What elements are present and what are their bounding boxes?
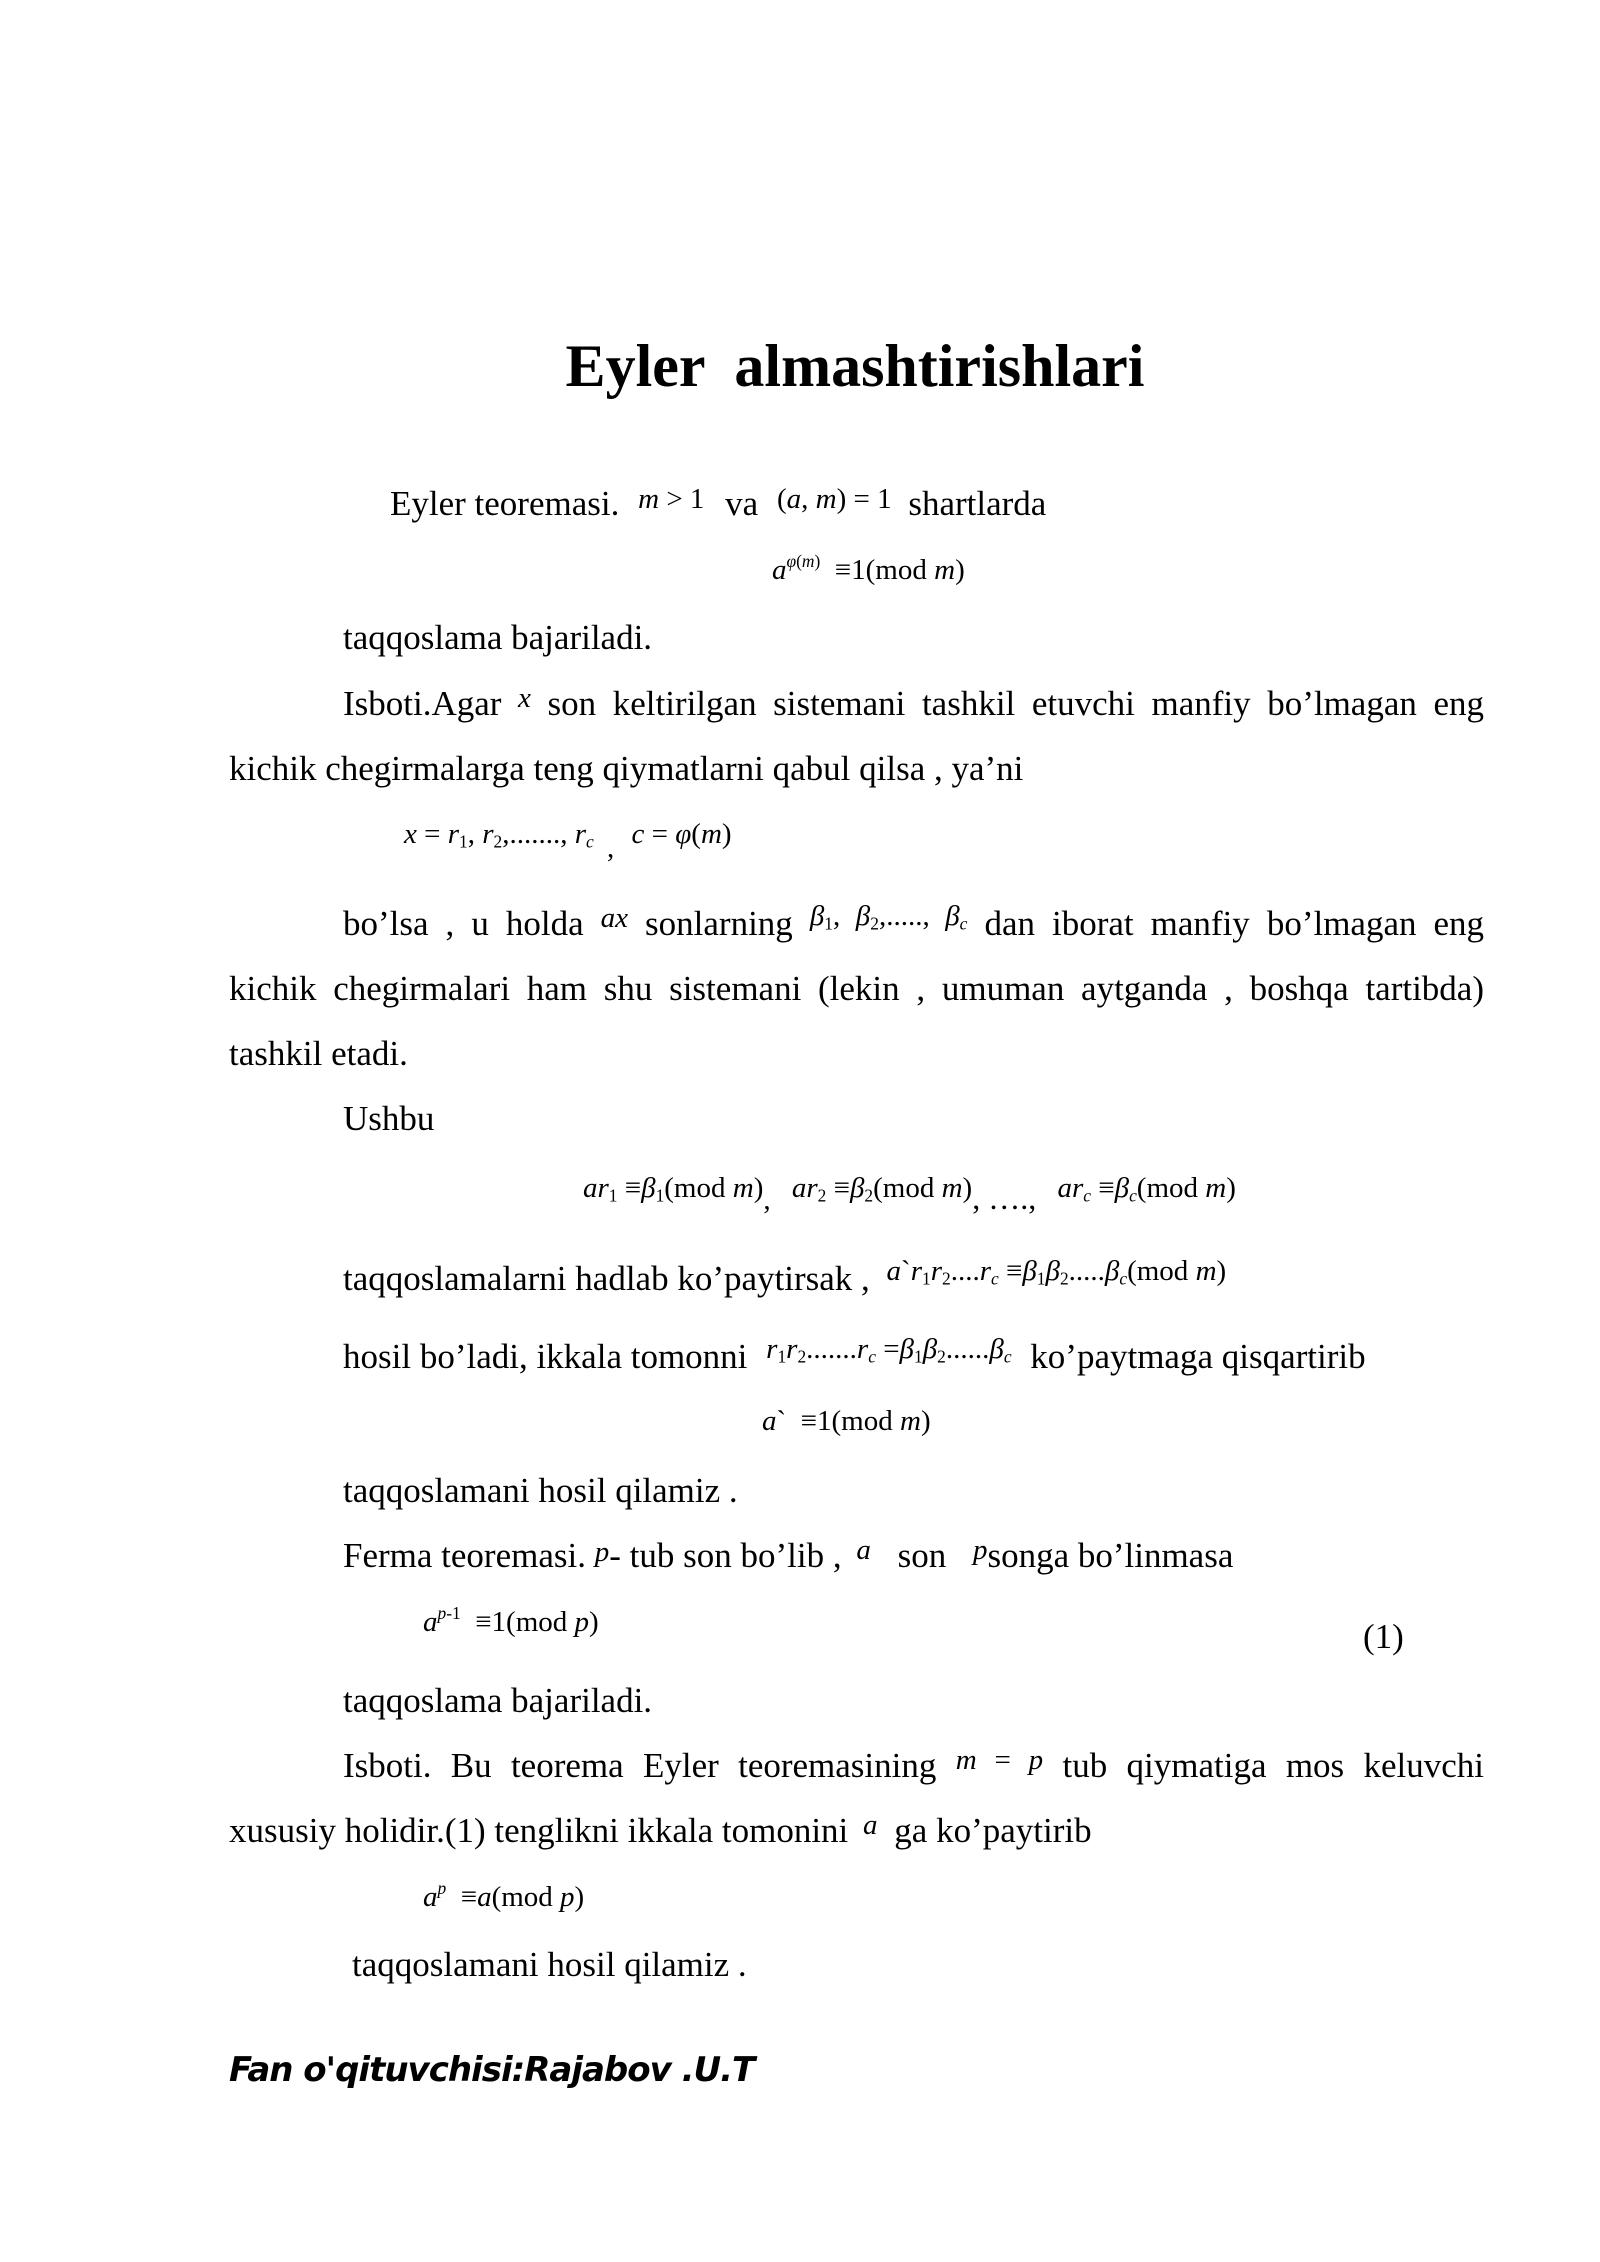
xususiy-text: xususiy holidir.(1) tenglikni ikkala tomonini	[229, 1811, 849, 1850]
x-values-formula: $x = r_1$, $r_2$,......., $r_c$ , c = φ(m)	[404, 818, 732, 864]
fermat-label: Ferma teoremasi.	[343, 1536, 586, 1575]
product-congruence: a`r1r2....rc ≡β1β2.....βc(mod m)	[886, 1255, 1227, 1289]
m-eq-p: m = p	[955, 1744, 1044, 1776]
hosil-line	[343, 1333, 1366, 1376]
ax-symbol: ax	[600, 902, 629, 934]
sonlarning-text: sonlarning	[645, 904, 793, 943]
dots-separator: , ….,	[972, 1180, 1037, 1216]
product-line	[343, 1255, 1227, 1298]
paragraph-line: taqqoslamani hosil qilamiz .	[343, 1471, 738, 1510]
congruences-row: $ar_1 \equiv\beta_1(mod$ m), $ar_2 \equiv\beta_2(mod$ m), …., $ar_c \equiv\beta_c(mod$ m)	[583, 1172, 1236, 1216]
hosil-text: hosil bo’ladi, ikkala tomonni	[343, 1337, 748, 1376]
xususiy-line	[229, 1809, 1092, 1850]
tub-qiymatiga-text: tub qiymatiga mos keluvchi	[1062, 1746, 1484, 1785]
a-symbol: a	[856, 1534, 871, 1566]
fermat-formula: $a^{p-1} \equiv 1(mod$ p)	[423, 1603, 599, 1639]
a-symbol: a	[863, 1809, 878, 1841]
fermat-proof-line	[343, 1744, 1484, 1785]
p-symbol: p	[972, 1534, 988, 1566]
dan-iborat-text: dan iborat manfiy bo’lmagan eng	[984, 904, 1485, 943]
equation-number: (1)	[1363, 1617, 1404, 1656]
footer-author: Fan o'qituvchisi:Rajabov .U.T	[229, 2050, 755, 2090]
proof-line-1	[343, 682, 1484, 723]
paragraph-line: kichik chegirmalarga teng qiymatlarni qabul qilsa , ya’ni	[229, 749, 1024, 788]
product-equality: r1r2.......rc =β1β2......βc	[766, 1333, 1012, 1367]
fermat-formula-2: $a^p \equiv a(mod$ p)	[423, 1878, 585, 1914]
va-text: va	[725, 484, 759, 523]
betas-list: β1, β2,....., βc	[809, 900, 968, 934]
congruence-2: $ar_2 \equiv\beta_2(mod$ m)	[791, 1172, 973, 1206]
a-cong-formula: a` ≡1(mod m)	[762, 1405, 931, 1437]
euler-formula: $a^{\varphi(m)} \equiv 1(mod$ m)	[772, 551, 965, 587]
paragraph-line: kichik chegirmalari ham shu sistemani (lekin , umuman aytganda , boshqa tartibda)	[229, 969, 1484, 1008]
congruence-c: $ar_c \equiv\beta_c(mod$ m)	[1057, 1172, 1236, 1206]
tub-son-text: - tub son bo’lib ,	[609, 1536, 842, 1575]
bolsa-text: bo’lsa , u holda	[343, 904, 584, 943]
kopaytmaga-text: ko’paytmaga qisqartirib	[1030, 1337, 1366, 1376]
proof-label: Isboti.Agar	[343, 684, 502, 723]
comma-separator: ,	[607, 832, 615, 864]
fermat-line	[343, 1534, 1234, 1575]
taqqoslamalarni-text: taqqoslamalarni hadlab ko’paytirsak ,	[343, 1259, 870, 1298]
euler-theorem-label: Eyler teoremasi.	[390, 484, 620, 523]
paragraph-line: taqqoslama bajariladi.	[343, 618, 653, 657]
page-title: Eyler almashtirishlari	[565, 333, 1145, 399]
bolsa-line	[343, 900, 1485, 943]
p-symbol: p	[594, 1536, 610, 1568]
proof-text: son keltirilgan sistemani tashkil etuvchi manfiy bo’lmagan eng	[547, 684, 1484, 723]
euler-theorem-line	[390, 483, 1047, 523]
paragraph-line: tashkil etadi.	[229, 1034, 408, 1073]
songa-text: songa bo’linmasa	[987, 1536, 1234, 1575]
fermat-proof-text: Isboti. Bu teorema Eyler teoremasining	[343, 1746, 937, 1785]
paragraph-line: taqqoslamani hosil qilamiz .	[352, 1945, 747, 1984]
condition-m-gt-1: m > 1	[638, 483, 705, 515]
son-text: son	[897, 1536, 947, 1575]
paragraph-line: Ushbu	[343, 1099, 435, 1138]
ga-kopaytirib-text: ga ko’paytirib	[894, 1811, 1092, 1850]
x-symbol: x	[518, 682, 531, 714]
shartlarda-text: shartlarda	[908, 484, 1047, 523]
paragraph-line: taqqoslama bajariladi.	[343, 1681, 653, 1720]
condition-gcd: (a, m) = 1	[776, 483, 892, 515]
congruence-1: $ar_1 \equiv\beta_1(mod$ m)	[583, 1172, 764, 1206]
